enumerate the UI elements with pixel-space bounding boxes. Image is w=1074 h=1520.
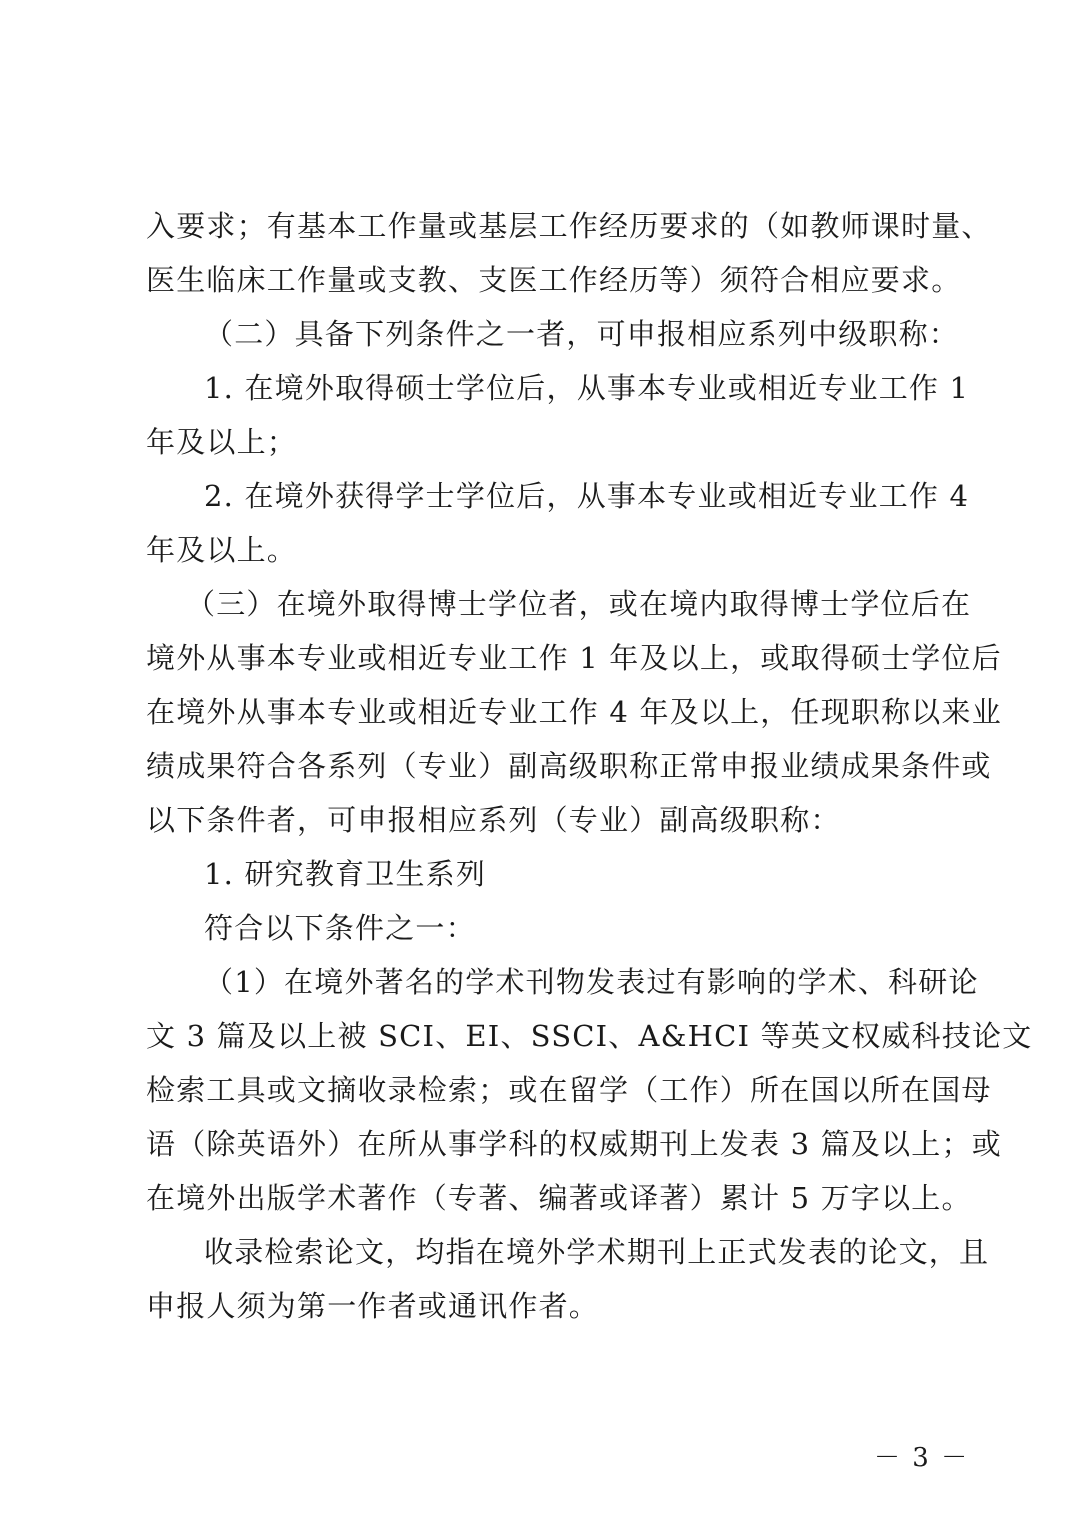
section-heading-3: （三）在境外取得博士学位者，或在境内取得博士学位后在 — [186, 587, 972, 621]
subsection-heading: 1. 研究教育卫生系列 — [204, 857, 487, 891]
text-line: 年及以上。 — [146, 533, 298, 567]
page-number: － 3 － — [874, 1443, 970, 1473]
text-line: 收录检索论文，均指在境外学术期刊上正式发表的论文，且 — [204, 1235, 990, 1269]
text-line: 境外从事本专业或相近专业工作 1 年及以上，或取得硕士学位后 — [146, 641, 1002, 675]
text-line: （1）在境外著名的学术刊物发表过有影响的学术、科研论 — [204, 965, 979, 999]
text-line: 年及以上； — [146, 425, 298, 459]
text-line: 语（除英语外）在所从事学科的权威期刊上发表 3 篇及以上；或 — [146, 1127, 1002, 1161]
text-line: 1. 在境外取得硕士学位后，从事本专业或相近专业工作 1 — [204, 371, 970, 405]
text-line: 在境外出版学术著作（专著、编著或译著）累计 5 万字以上。 — [146, 1181, 972, 1215]
text-line: 以下条件者，可申报相应系列（专业）副高级职称： — [146, 803, 841, 837]
text-line: 入要求；有基本工作量或基层工作经历要求的（如教师课时量、 — [146, 209, 992, 243]
text-line: 申报人须为第一作者或通讯作者。 — [146, 1289, 600, 1323]
text-line: 2. 在境外获得学士学位后，从事本专业或相近专业工作 4 — [204, 479, 970, 513]
section-heading-2: （二）具备下列条件之一者，可申报相应系列中级职称： — [204, 317, 960, 351]
text-line: 检索工具或文摘收录检索；或在留学（工作）所在国以所在国母 — [146, 1073, 992, 1107]
text-line: 绩成果符合各系列（专业）副高级职称正常申报业绩成果条件或 — [146, 749, 992, 783]
text-line: 在境外从事本专业或相近专业工作 4 年及以上，任现职称以来业 — [146, 695, 1002, 729]
text-line: 文 3 篇及以上被 SCI、EI、SSCI、A&HCI 等英文权威科技论文 — [146, 1019, 1033, 1053]
text-line: 符合以下条件之一： — [204, 911, 476, 945]
text-line: 医生临床工作量或支教、支医工作经历等）须符合相应要求。 — [146, 263, 962, 297]
